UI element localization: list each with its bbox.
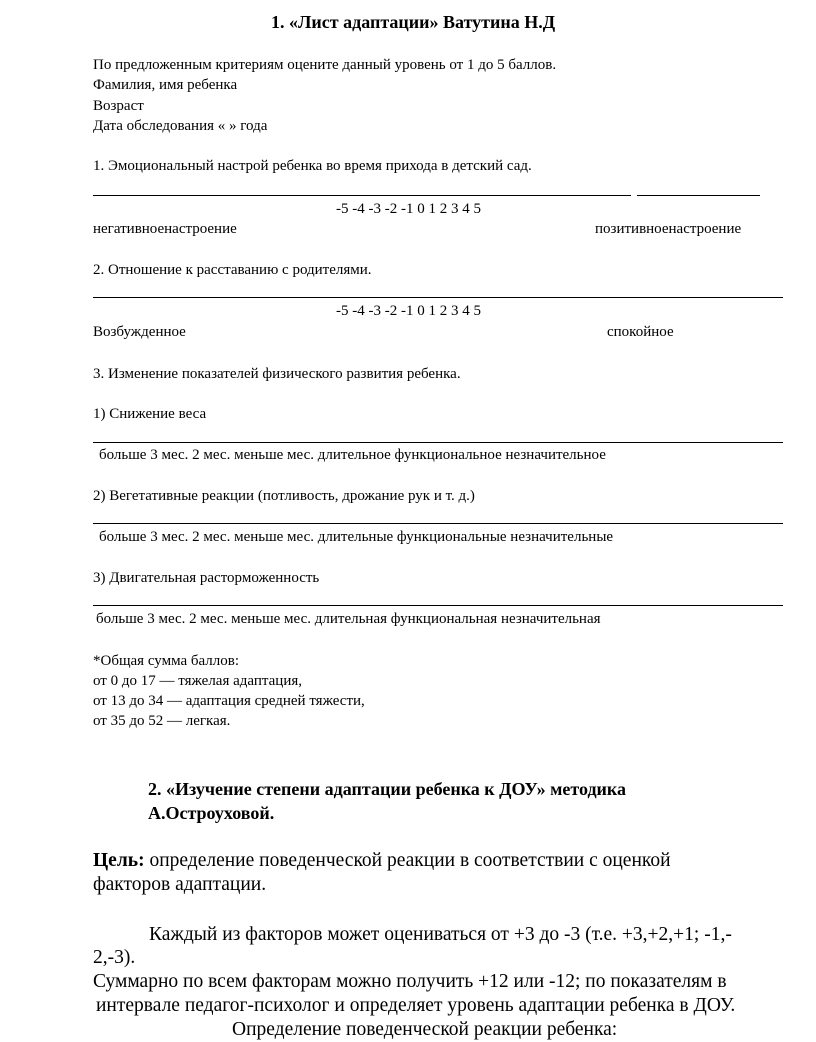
motor-disinhibition-line — [93, 605, 783, 606]
total-score-moderate: от 13 до 34 — адаптация средней тяжести, — [93, 693, 365, 709]
vegetative-reactions-options: больше 3 мес. 2 мес. меньше мес. длительные функциональные незначительные — [99, 529, 614, 545]
weight-loss-line — [93, 442, 783, 443]
goal-paragraph — [93, 849, 671, 873]
question1-positive-label: позитивноенастроение — [595, 221, 742, 237]
summary-paragraph-line1: Суммарно по всем факторам можно получить +12 или -12; по показателям в — [93, 971, 727, 992]
total-score-easy: от 35 до 52 — легкая. — [93, 713, 231, 729]
behavior-definition-heading: Определение поведенческой реакции ребенка: — [232, 1019, 618, 1040]
total-score-title: *Общая сумма баллов: — [93, 653, 240, 669]
instructions-text: По предложенным критериям оцените данный уровень от 1 до 5 баллов. — [93, 57, 557, 73]
age-field-label: Возраст — [93, 98, 144, 114]
question2-calm-label: спокойное — [607, 324, 674, 340]
scoring-paragraph-line2: 2,-3). — [93, 947, 136, 968]
question1-scale-line-end — [637, 195, 760, 196]
motor-disinhibition-options: больше 3 мес. 2 мес. меньше мес. длительная функциональная незначительная — [96, 611, 601, 627]
question1-scale-numbers: -5 -4 -3 -2 -1 0 1 2 3 4 5 — [336, 201, 481, 217]
question1-negative-label: негативноенастроение — [93, 221, 237, 237]
question2-title: 2. Отношение к расставанию с родителями. — [93, 262, 372, 278]
weight-loss-options: больше 3 мес. 2 мес. меньше мес. длительное функциональное незначительное — [99, 447, 606, 463]
section2-title-line1: 2. «Изучение степени адаптации ребенка к ДОУ» методика — [148, 779, 627, 799]
motor-disinhibition-label: 3) Двигательная расторможенность — [93, 570, 320, 586]
question3-title: 3. Изменение показателей физического развития ребенка. — [93, 366, 461, 382]
goal-line2: факторов адаптации. — [93, 874, 267, 895]
exam-date-field-label: Дата обследования « » года — [93, 118, 268, 134]
section2-title-line2: А.Остроуховой. — [148, 803, 275, 823]
goal-label: Цель: — [93, 850, 145, 871]
question2-excited-label: Возбужденное — [93, 324, 186, 340]
vegetative-reactions-label: 2) Вегетативные реакции (потливость, дрожание рук и т. д.) — [93, 488, 475, 504]
section1-title: 1. «Лист адаптации» Ватутина Н.Д — [271, 12, 556, 32]
question2-scale-numbers: -5 -4 -3 -2 -1 0 1 2 3 4 5 — [336, 303, 481, 319]
weight-loss-label: 1) Снижение веса — [93, 406, 207, 422]
goal-text: определение поведенческой реакции в соответствии с оценкой — [144, 850, 671, 871]
child-name-field-label: Фамилия, имя ребенка — [93, 77, 238, 93]
question1-scale-line — [93, 195, 631, 196]
total-score-severe: от 0 до 17 — тяжелая адаптация, — [93, 673, 302, 689]
scoring-paragraph-line1: Каждый из факторов может оцениваться от +3 до -3 (т.е. +3,+2,+1; -1,- — [149, 924, 732, 945]
vegetative-reactions-line — [93, 523, 783, 524]
summary-paragraph-line2: интервале педагог-психолог и определяет уровень адаптации ребенка в ДОУ. — [96, 995, 736, 1016]
question1-title: 1. Эмоциональный настрой ребенка во время прихода в детский сад. — [93, 158, 532, 174]
question2-scale-line — [93, 297, 783, 298]
